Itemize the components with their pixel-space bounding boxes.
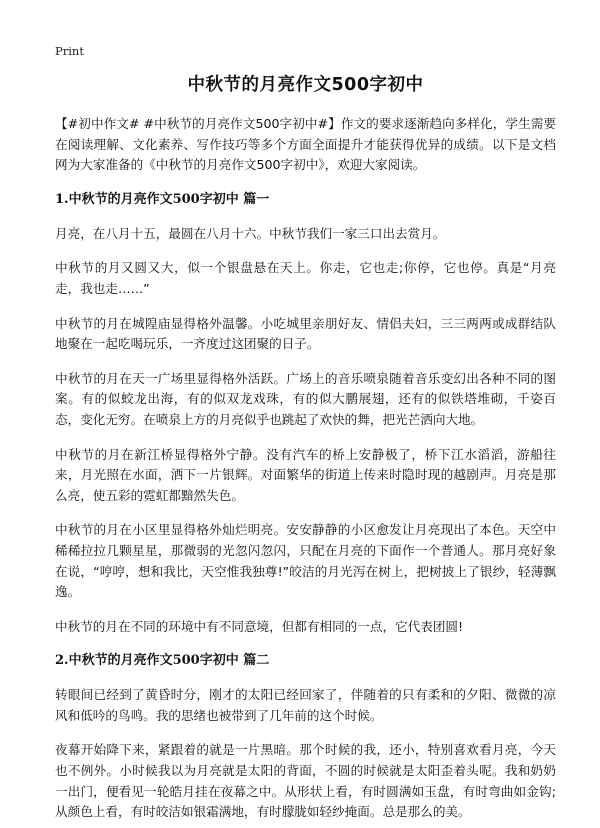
print-link[interactable]: Print bbox=[55, 44, 84, 58]
paragraph: 转眼间已经到了黄昏时分，刚才的太阳已经回家了，伴随着的只有柔和的夕阳、微微的凉风和低吟的鸟鸣。我的思绪也被带到了几年前的这个时候。 bbox=[55, 687, 556, 723]
paragraph: 夜幕开始降下来，紧跟着的就是一片黑暗。那个时候的我，还小，特别喜欢看月亮，今天也不例外。小时候我以为月亮就是太阳的背面，不圆的时候就是太阳歪着头呢。我和奶奶一出门，便看见一轮皓月挂在夜幕之中。从形状上看，有时圆满如玉盘，有时弯曲如金钩;从颜色上看，有时皎洁如银霜满地，有时朦胧如轻纱掩面。总是那么的美。 bbox=[55, 742, 556, 820]
paragraph: 中秋节的月在小区里显得格外灿烂明亮。安安静静的小区愈发让月亮现出了本色。天空中稀稀拉拉几颗星星，那微弱的光忽闪忽闪，只配在月亮的下面作一个普通人。那月亮好象在说，“哼哼，想和我比，天空惟我独尊!”皎洁的月光泻在树上，把树披上了银纱，轻薄飘逸。 bbox=[55, 522, 556, 600]
section-1 bbox=[55, 190, 556, 638]
paragraph: 中秋节的月在不同的环境中有不同意境，但都有相同的一点，它代表团圆! bbox=[55, 618, 464, 634]
paragraph: 中秋节的月在新江桥显得格外宁静。没有汽车的桥上安静极了，桥下江水滔滔，游船往来，月光照在水面，洒下一片银辉。对面繁华的街道上传来时隐时现的越剧声。月亮是那么亮，使五彩的霓虹都黯然失色。 bbox=[55, 446, 556, 503]
page-title: 中秋节的月亮作文500字初中 bbox=[187, 75, 424, 95]
paragraph: 中秋节的月又圆又大，似一个银盘悬在天上。你走，它也走;你停，它也停。真是“月亮走，我也走……” bbox=[55, 260, 556, 296]
paragraph: 中秋节的月在天一广场里显得格外活跃。广场上的音乐喷泉随着音乐变幻出各种不同的图案。有的似蛟龙出海，有的似双龙戏珠，有的似大鹏展翅，还有的似铁塔堆砌，千姿百态，变化无穷。在喷泉上方的月亮似乎也跳起了欢快的舞，把光芒洒向大地。 bbox=[55, 370, 556, 427]
section-heading: 1.中秋节的月亮作文500字初中 篇一 bbox=[55, 191, 270, 207]
section-heading: 2.中秋节的月亮作文500字初中 篇二 bbox=[55, 653, 270, 669]
paragraph: 中秋节的月在城隍庙显得格外温馨。小吃城里亲朋好友、情侣夫妇，三三两两或成群结队地聚在一起吃喝玩乐，一齐度过这团聚的日子。 bbox=[55, 315, 556, 352]
section-2 bbox=[55, 651, 556, 823]
paragraph: 月亮，在八月十五，最圆在八月十六。中秋节我们一家三口出去赏月。 bbox=[55, 225, 446, 241]
intro-paragraph: 【#初中作文# #中秋节的月亮作文500字初中#】作文的要求逐渐趋向多样化，学生需要在阅读理解、文化素养、写作技巧等多个方面全面提升才能获得优异的成绩。以下是文档网为大家准备的《中秋节的月亮作文500字初中》，欢迎大家阅读。 bbox=[55, 116, 556, 173]
